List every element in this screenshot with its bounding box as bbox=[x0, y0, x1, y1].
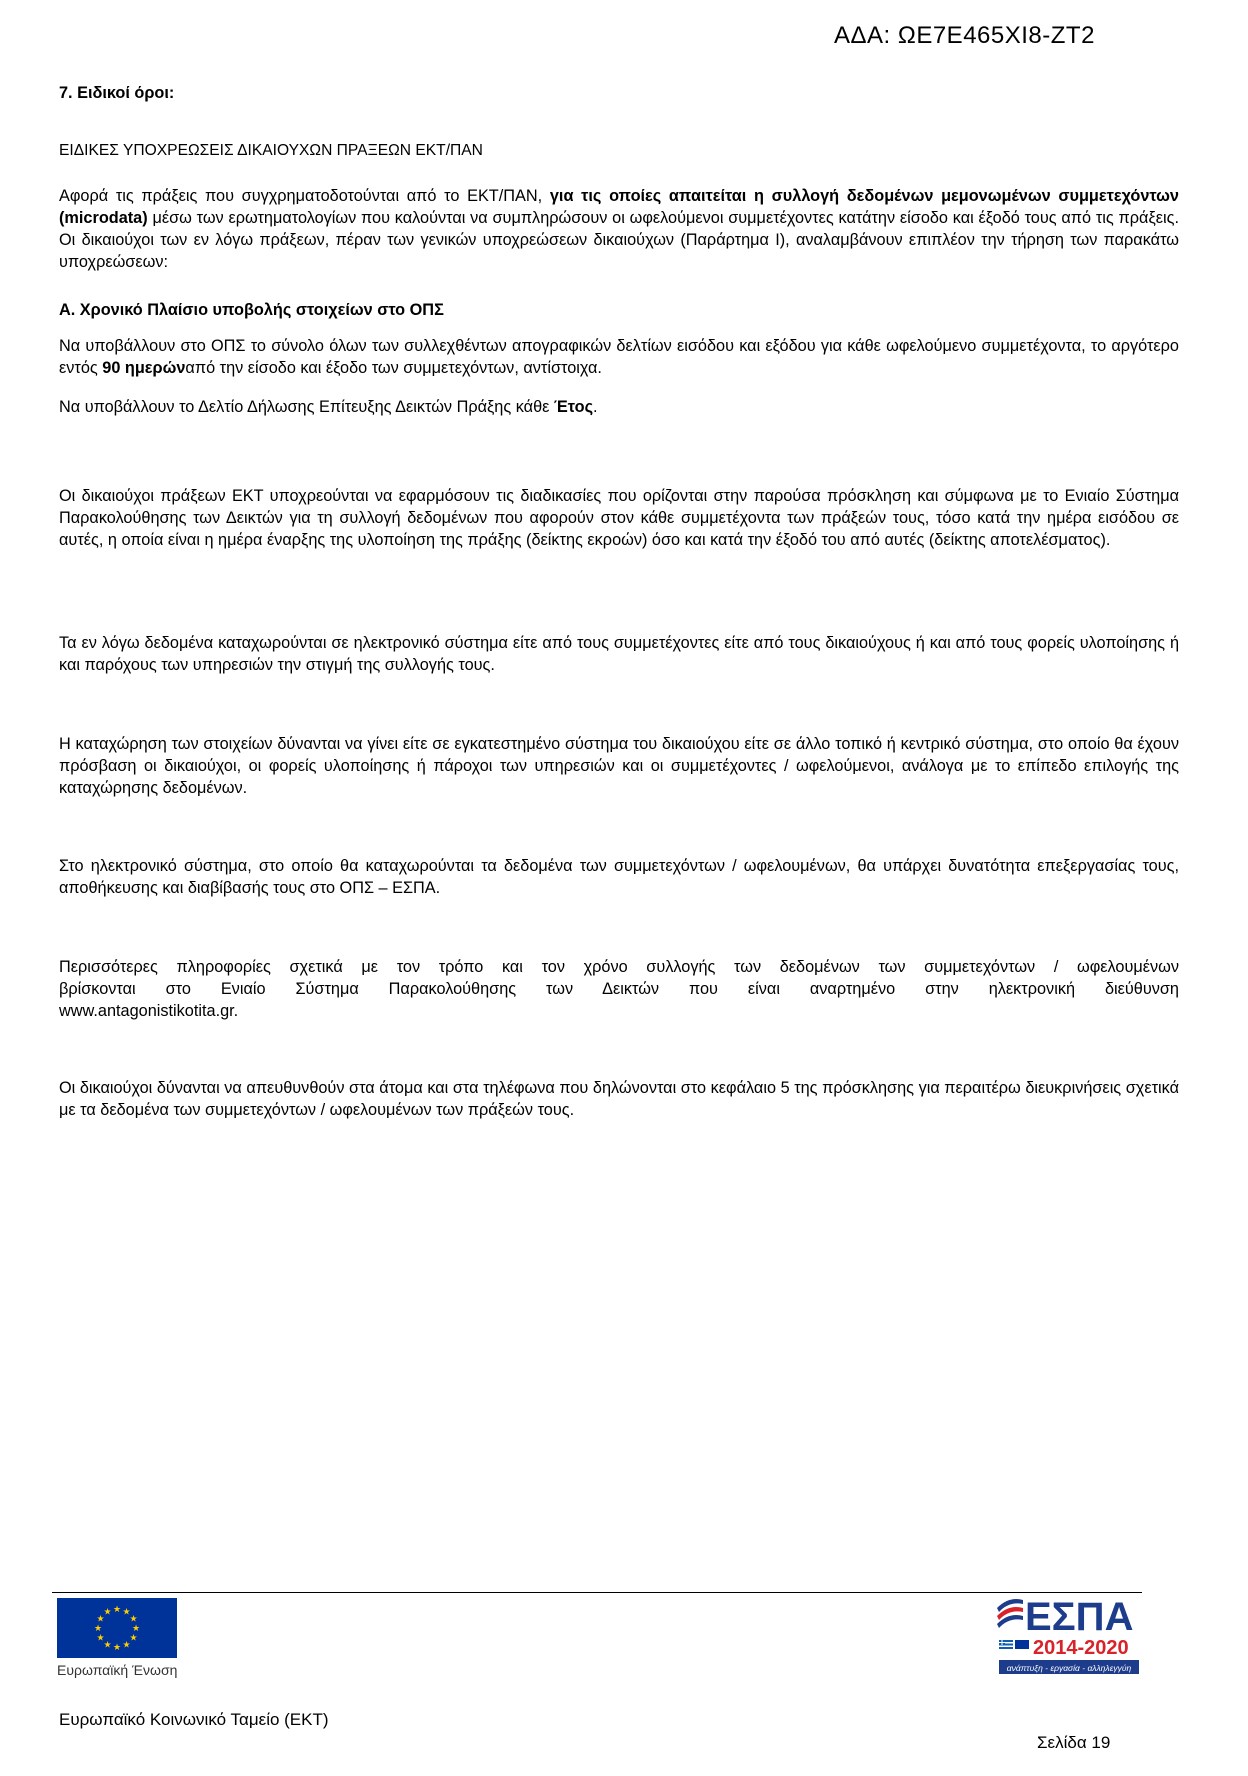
eu-star-icon: ★ bbox=[103, 1639, 112, 1650]
paragraph-5 bbox=[59, 956, 1179, 1022]
website-link[interactable]: www.antagonistikotita.gr. bbox=[59, 1002, 239, 1020]
footer-divider bbox=[52, 1592, 1142, 1593]
page-number: Σελίδα 19 bbox=[1037, 1733, 1111, 1752]
espa-swoosh-icon bbox=[997, 1599, 1023, 1628]
eu-star-icon: ★ bbox=[129, 1613, 138, 1624]
paragraph-6: Οι δικαιούχοι δύνανται να απευθυνθούν στα άτομα και στα τηλέφωνα που δηλώνονται στο κεφάλαιο 5 της πρόσκλησης για περαιτέρω διευκρινήσεις σχετικά με τα δεδομένα των συμμετεχόντων / ωφελουμένων των πράξεών τους. bbox=[59, 1079, 1179, 1119]
subsection-a-title: Α. Χρονικό Πλαίσιο υποβολής στοιχείων στο ΟΠΣ bbox=[59, 301, 444, 319]
intro-text-2: μέσω των ερωτηματολογίων που καλούνται να συμπληρώσουν οι ωφελούμενοι συμμετέχοντες κατάτην είσοδο και έξοδό τους από τις πράξεις. Οι δικαιούχοι των εν λόγω πράξεων, πέραν των γενικών υποχρεώσεων δικαιούχων (Παράρτημα Ι), αναλαμβάνουν επιπλέον την τήρηση των παρακάτω υποχρεώσεων: bbox=[59, 209, 1179, 271]
paragraph-4: Στο ηλεκτρονικό σύστημα, στο οποίο θα καταχωρούνται τα δεδομένα των συμμετεχόντων / ωφελουμένων, θα υπάρχει δυνατότητα επεξεργασίας τους, αποθήκευσης και διαβίβασής τους στο ΟΠΣ – ΕΣΠΑ. bbox=[59, 857, 1179, 897]
eu-label: Ευρωπαϊκή Ένωση bbox=[57, 1662, 178, 1678]
paragraph-5-line-1: Περισσότερες πληροφορίες σχετικά με τον τρόπο και τον χρόνο συλλογής των δεδομένων των συμμετεχόντων / ωφελουμένων bbox=[59, 958, 1179, 976]
intro-text-bold: για τις οποίες απαιτείται η συλλογή δεδομένων μεμονωμένων συμμετεχόντων (microdata) bbox=[59, 187, 1179, 227]
small-eu-flag-icon bbox=[1015, 1640, 1029, 1649]
eu-star-icon: ★ bbox=[96, 1613, 105, 1624]
eu-star-icon: ★ bbox=[112, 1604, 122, 1614]
eu-star-icon: ★ bbox=[96, 1632, 105, 1643]
ada-code: ΑΔΑ: ΩΕ7Ε465ΧΙ8-ΖΤ2 bbox=[834, 22, 1095, 49]
eu-star-icon: ★ bbox=[122, 1639, 131, 1650]
paragraph-5-line-2: βρίσκονται στο Ενιαίο Σύστημα Παρακολούθησης των Δεικτών που είναι αναρτημένο στην ηλεκτρονική διεύθυνση bbox=[59, 980, 1179, 998]
subsection-a-paragraph-2 bbox=[59, 396, 1179, 418]
intro-paragraph bbox=[59, 185, 1179, 273]
espa-title: ΕΣΠΑ bbox=[1025, 1595, 1134, 1639]
greek-flag-icon bbox=[999, 1640, 1013, 1649]
section-title: 7. Ειδικοί όροι: bbox=[59, 84, 175, 102]
eu-star-icon: ★ bbox=[129, 1632, 138, 1643]
espa-logo bbox=[995, 1592, 1143, 1682]
a-p1-text-1: Να υποβάλλουν στο ΟΠΣ το σύνολο όλων των συλλεχθέντων απογραφικών δελτίων εισόδου και εξόδου για κάθε ωφελούμενο συμμετέχοντα, το αργότερο εντός bbox=[59, 337, 1179, 377]
paragraph-3: Η καταχώρηση των στοιχείων δύνανται να γίνει είτε σε εγκατεστημένο σύστημα του δικαιούχου είτε σε άλλο τοπικό ή κεντρικό σύστημα, στο οποίο θα έχουν πρόσβαση οι δικαιούχοι, οι φορείς υλοποίησης ή πάροχοι των υπηρεσιών και οι συμμετέχοντες / ωφελούμενοι, ανάλογα με το επίπεδο επιλογής της καταχώρησης δεδομένων. bbox=[59, 735, 1179, 797]
intro-text-1: Αφορά τις πράξεις που συγχρηματοδοτούνται από το ΕΚΤ/ΠΑΝ, bbox=[59, 187, 550, 205]
fund-name: Ευρωπαϊκό Κοινωνικό Ταμείο (ΕΚΤ) bbox=[59, 1710, 329, 1729]
eu-star-icon: ★ bbox=[131, 1623, 141, 1633]
eu-star-icon: ★ bbox=[112, 1642, 122, 1652]
a-p2-bold: Έτος bbox=[553, 398, 594, 416]
paragraph-1: Οι δικαιούχοι πράξεων ΕΚΤ υποχρεούνται να εφαρμόσουν τις διαδικασίες που ορίζονται στην παρούσα πρόσκληση και σύμφωνα με το Ενιαίο Σύστημα Παρακολούθησης των Δεικτών για τη συλλογή δεδομένων που αφορούν στον κάθε συμμετέχοντα των πράξεών τους, τόσο κατά την ημέρα εισόδου σε αυτές, η οποία είναι η ημέρα έναρξης της υλοποίηση της πράξης (δείκτης εκροών) όσο και κατά την έξοδό του από αυτές (δείκτης αποτελέσματος). bbox=[59, 487, 1179, 549]
a-p2-text-1: Να υποβάλλουν το Δελτίο Δήλωσης Επίτευξης Δεικτών Πράξης κάθε bbox=[59, 398, 554, 416]
espa-years: 2014-2020 bbox=[1033, 1637, 1129, 1659]
eu-flag-icon bbox=[57, 1598, 177, 1658]
espa-logo-graphic bbox=[995, 1592, 1143, 1682]
a-p1-text-2: από την είσοδο και έξοδο των συμμετεχόντων, αντίστοιχα. bbox=[185, 359, 602, 377]
eu-star-icon: ★ bbox=[122, 1606, 131, 1617]
a-p2-text-2: . bbox=[593, 398, 598, 416]
eu-star-icon: ★ bbox=[103, 1606, 112, 1617]
eu-star-icon: ★ bbox=[93, 1623, 103, 1633]
a-p1-bold: 90 ημερών bbox=[102, 359, 186, 377]
espa-slogan: ανάπτυξη - εργασία - αλληλεγγύη bbox=[1006, 1663, 1132, 1673]
paragraph-2: Τα εν λόγω δεδομένα καταχωρούνται σε ηλεκτρονικό σύστημα είτε από τους συμμετέχοντες είτε από τους δικαιούχους ή και από τους φορείς υλοποίησης ή και παρόχους των υπηρεσιών την στιγμή της συλλογής τους. bbox=[59, 634, 1179, 674]
subsection-a-paragraph-1 bbox=[59, 335, 1179, 379]
section-subtitle: ΕΙΔΙΚΕΣ ΥΠΟΧΡΕΩΣΕΙΣ ΔΙΚΑΙΟΥΧΩΝ ΠΡΑΞΕΩΝ ΕΚΤ/ΠΑΝ bbox=[59, 142, 483, 159]
